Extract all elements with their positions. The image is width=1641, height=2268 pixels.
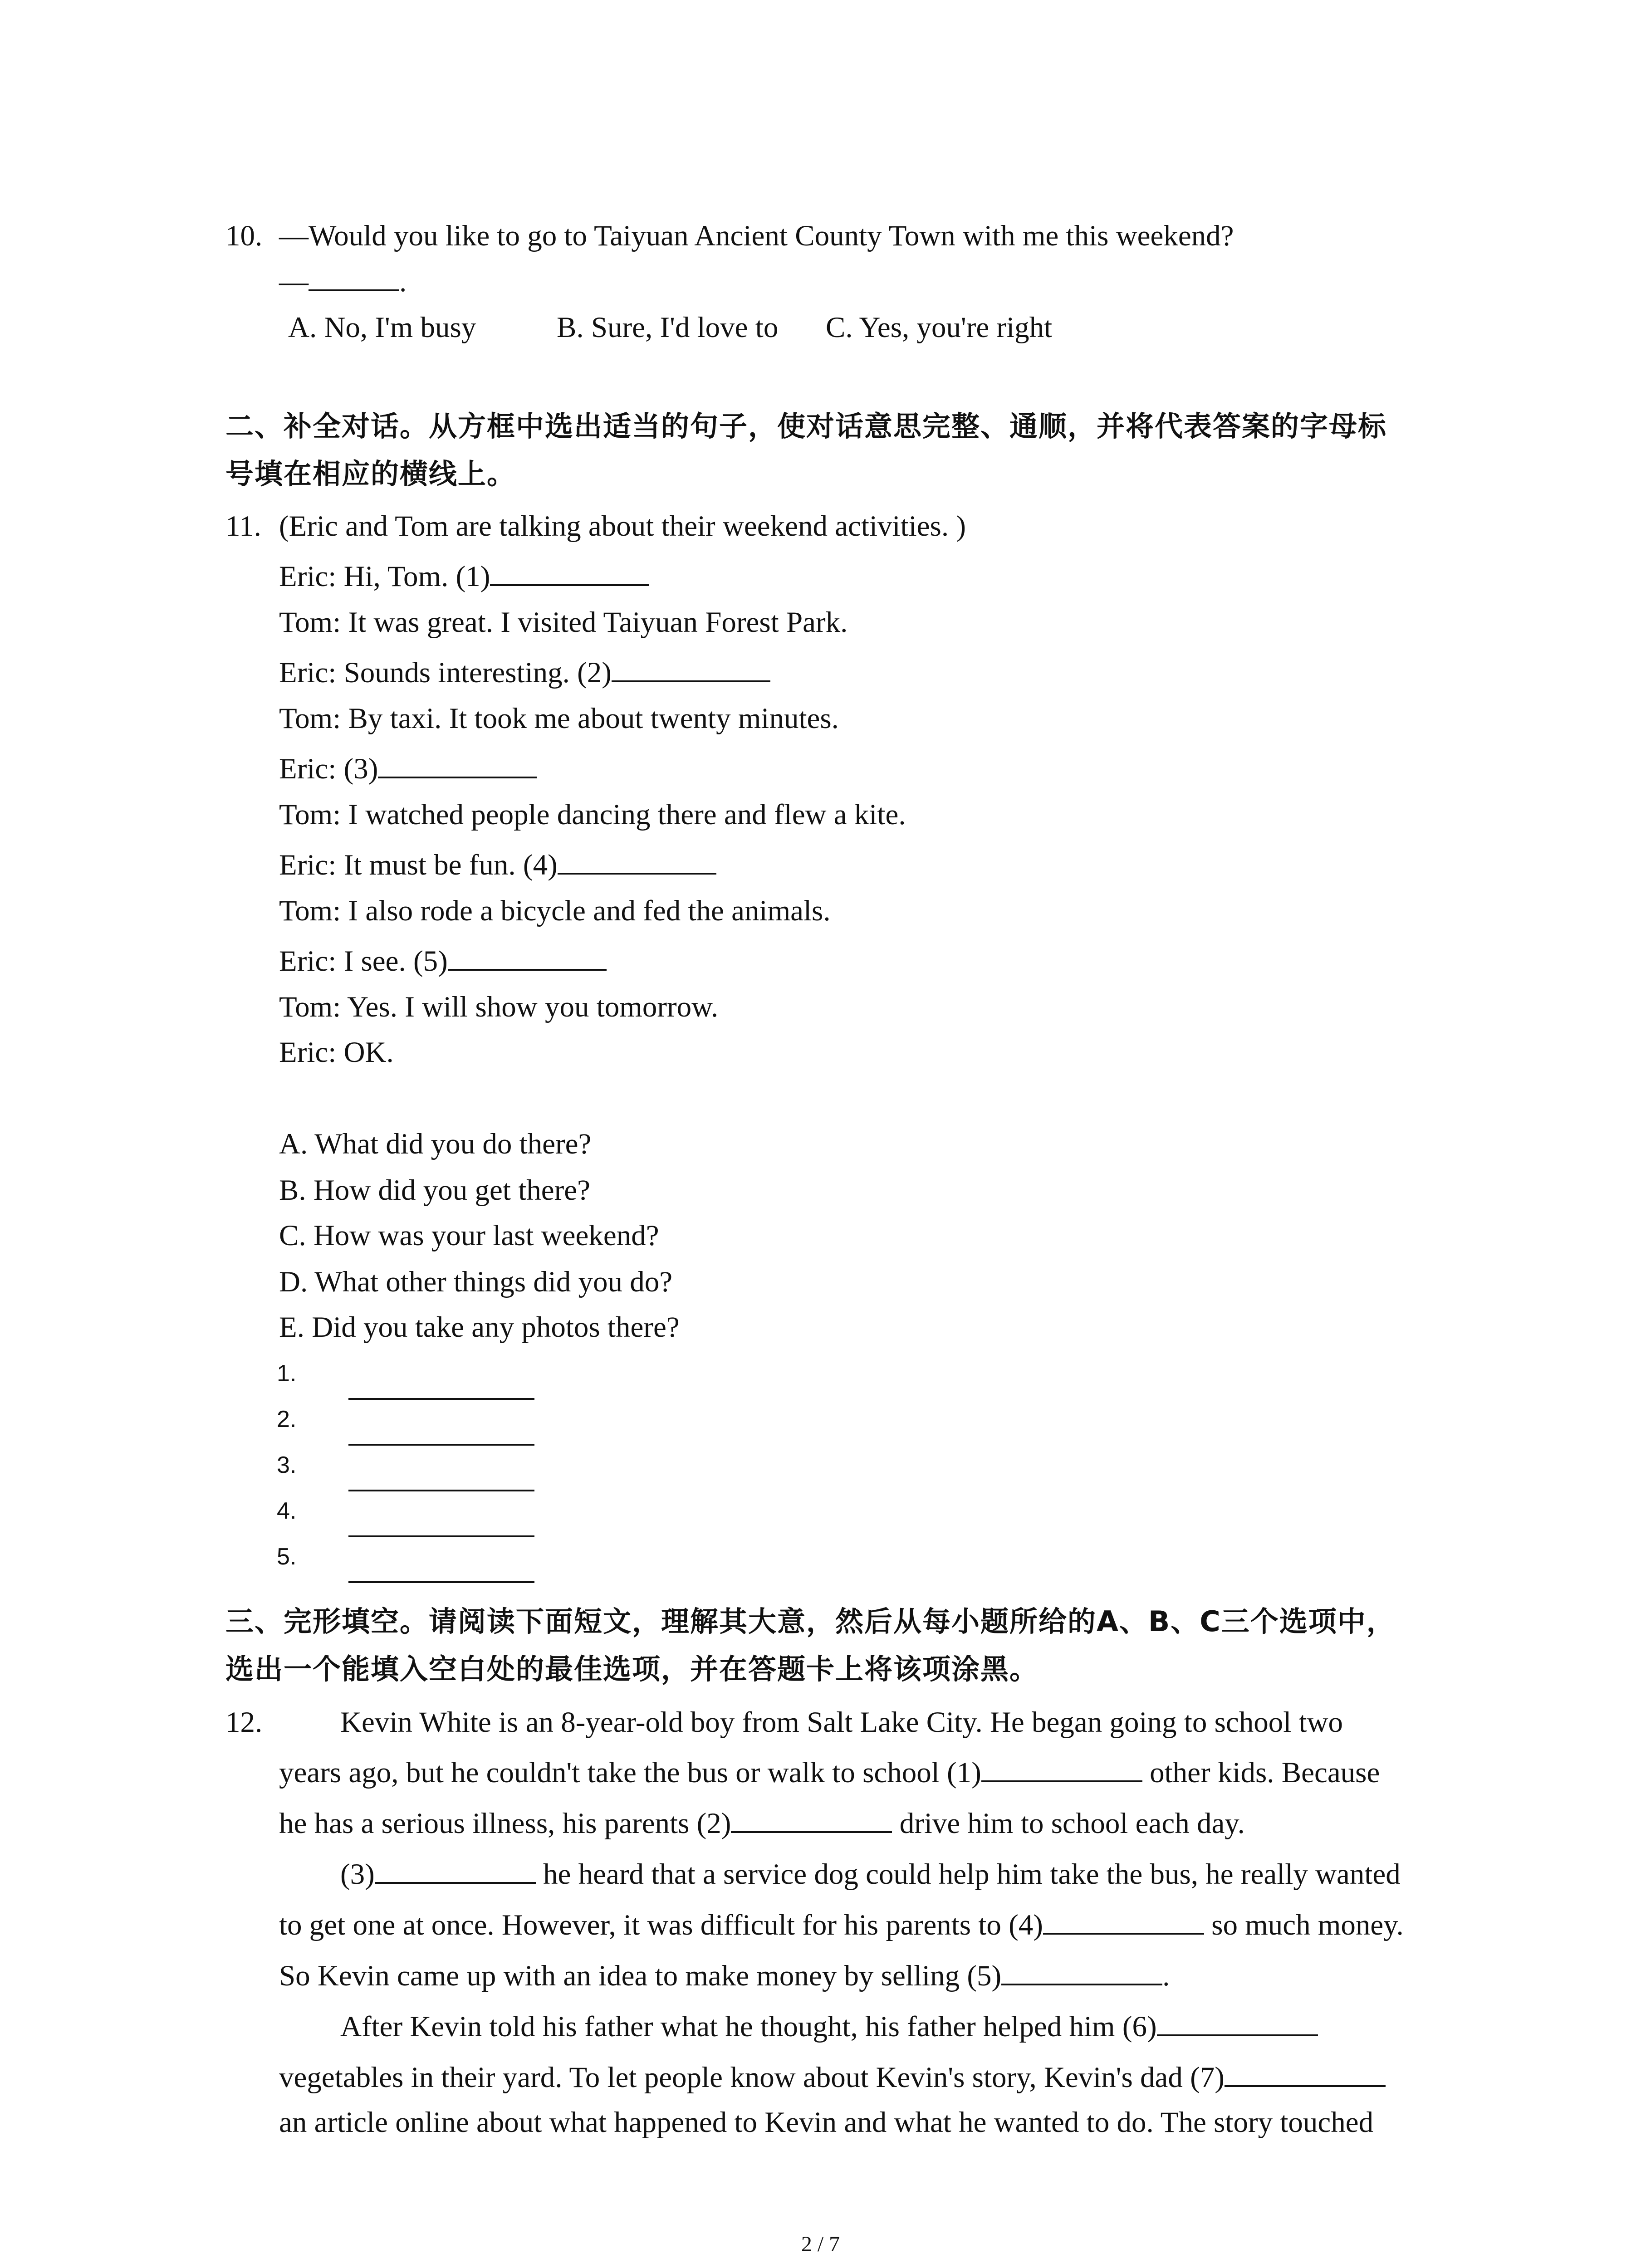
dialogue-line-8: Tom: I also rode a bicycle and fed the animals. [279, 894, 831, 927]
choice-d: D. What other things did you do? [279, 1266, 673, 1298]
q10-reply-dash: — [279, 265, 309, 298]
dialogue-line-10: Tom: Yes. I will show you tomorrow. [279, 991, 719, 1023]
answer-line-3[interactable] [348, 1490, 534, 1491]
passage-text: So Kevin came up with an idea to make money by selling (5) [279, 1960, 1002, 1992]
answer-number-4: 4. [277, 1498, 297, 1524]
answer-number-1: 1. [277, 1360, 297, 1387]
answer-line-1[interactable] [348, 1398, 534, 1400]
dialogue-text: Eric: Sounds interesting. (2) [279, 656, 612, 689]
passage-text: vegetables in their yard. To let people know about Kevin's story, Kevin's dad (7) [279, 2061, 1225, 2094]
q11-intro: (Eric and Tom are talking about their weekend activities. ) [279, 510, 966, 543]
dialogue-blank-2[interactable] [612, 654, 770, 682]
q12-p1-line2 [279, 1754, 1380, 1791]
q10-reply-end: . [399, 265, 407, 298]
cloze-blank-6[interactable] [1157, 2008, 1318, 2036]
q12-p2-line2 [279, 1906, 1404, 1943]
dialogue-line-7 [279, 846, 716, 883]
passage-text: so much money. [1204, 1909, 1404, 1941]
choice-c: C. How was your last weekend? [279, 1219, 659, 1252]
dialogue-blank-3[interactable] [378, 750, 537, 778]
answer-number-2: 2. [277, 1406, 297, 1432]
dialogue-blank-1[interactable] [490, 558, 649, 586]
q10-prompt: —Would you like to go to Taiyuan Ancient County Town with me this weekend? [279, 220, 1234, 252]
passage-text: (3) [340, 1858, 375, 1891]
q12-p1-line3 [279, 1805, 1245, 1842]
passage-text: After Kevin told his father what he thought, his father helped him (6) [340, 2010, 1157, 2043]
cloze-blank-3[interactable] [375, 1856, 536, 1884]
cloze-blank-2[interactable] [731, 1805, 892, 1833]
choice-b: B. How did you get there? [279, 1174, 590, 1207]
dialogue-line-3 [279, 654, 770, 691]
dialogue-text: Eric: (3) [279, 753, 378, 785]
dialogue-blank-4[interactable] [558, 846, 716, 875]
dialogue-text: Eric: I see. (5) [279, 945, 448, 978]
section2-heading-line2: 号填在相应的横线上。 [225, 457, 516, 490]
q12-p3-line1 [340, 2008, 1318, 2045]
q12-p2-line1 [340, 1856, 1401, 1892]
passage-text: he heard that a service dog could help him take the bus, he really wanted [535, 1858, 1401, 1891]
q10-number: 10. [225, 220, 263, 252]
answer-line-2[interactable] [348, 1444, 534, 1446]
dialogue-line-6: Tom: I watched people dancing there and flew a kite. [279, 798, 906, 831]
choice-e: E. Did you take any photos there? [279, 1311, 680, 1344]
q10-answer-blank[interactable] [309, 263, 399, 291]
passage-text: other kids. Because [1142, 1756, 1380, 1789]
cloze-blank-5[interactable] [1001, 1957, 1162, 1985]
cloze-blank-4[interactable] [1043, 1906, 1204, 1935]
answer-number-3: 3. [277, 1452, 297, 1478]
answer-number-5: 5. [277, 1544, 297, 1570]
section3-heading-line2: 选出一个能填入空白处的最佳选项，并在答题卡上将该项涂黑。 [225, 1652, 1039, 1686]
dialogue-line-11: Eric: OK. [279, 1036, 394, 1069]
q12-p1-line1: Kevin White is an 8-year-old boy from Salt Lake City. He began going to school two [340, 1706, 1343, 1739]
dialogue-line-9 [279, 943, 607, 979]
choice-a: A. What did you do there? [279, 1128, 592, 1160]
dialogue-line-4: Tom: By taxi. It took me about twenty minutes. [279, 702, 839, 735]
passage-text: years ago, but he couldn't take the bus or walk to school (1) [279, 1756, 981, 1789]
cloze-blank-1[interactable] [981, 1754, 1142, 1782]
q10-option-a[interactable]: A. No, I'm busy [288, 311, 476, 344]
section3-heading-line1: 三、完形填空。请阅读下面短文，理解其大意，然后从每小题所给的A、B、C三个选项中， [225, 1605, 1396, 1638]
q11-number: 11. [225, 510, 261, 543]
q12-number: 12. [225, 1706, 263, 1739]
q10-option-c[interactable]: C. Yes, you're right [826, 311, 1053, 344]
passage-text: to get one at once. However, it was difficult for his parents to (4) [279, 1909, 1043, 1941]
q12-p3-line2 [279, 2059, 1386, 2096]
dialogue-line-1 [279, 558, 649, 595]
passage-text: drive him to school each day. [892, 1807, 1245, 1840]
section2-heading-line1: 二、补全对话。从方框中选出适当的句子，使对话意思完整、通顺，并将代表答案的字母标 [225, 410, 1387, 443]
answer-line-5[interactable] [348, 1581, 534, 1583]
answer-line-4[interactable] [348, 1535, 534, 1537]
q10-option-b[interactable]: B. Sure, I'd love to [557, 311, 779, 344]
dialogue-text: Eric: It must be fun. (4) [279, 849, 558, 881]
q12-p3-line3: an article online about what happened to Kevin and what he wanted to do. The story touched [279, 2106, 1374, 2139]
page-number: 2 / 7 [801, 2232, 840, 2256]
cloze-blank-7[interactable] [1225, 2059, 1386, 2087]
dialogue-line-2: Tom: It was great. I visited Taiyuan Forest Park. [279, 606, 848, 639]
dialogue-text: Eric: Hi, Tom. (1) [279, 560, 490, 593]
passage-text: . [1162, 1960, 1170, 1992]
q10-reply [279, 263, 407, 300]
dialogue-blank-5[interactable] [448, 943, 607, 971]
passage-text: he has a serious illness, his parents (2) [279, 1807, 731, 1840]
q12-p2-line3 [279, 1957, 1170, 1994]
dialogue-line-5 [279, 750, 537, 787]
